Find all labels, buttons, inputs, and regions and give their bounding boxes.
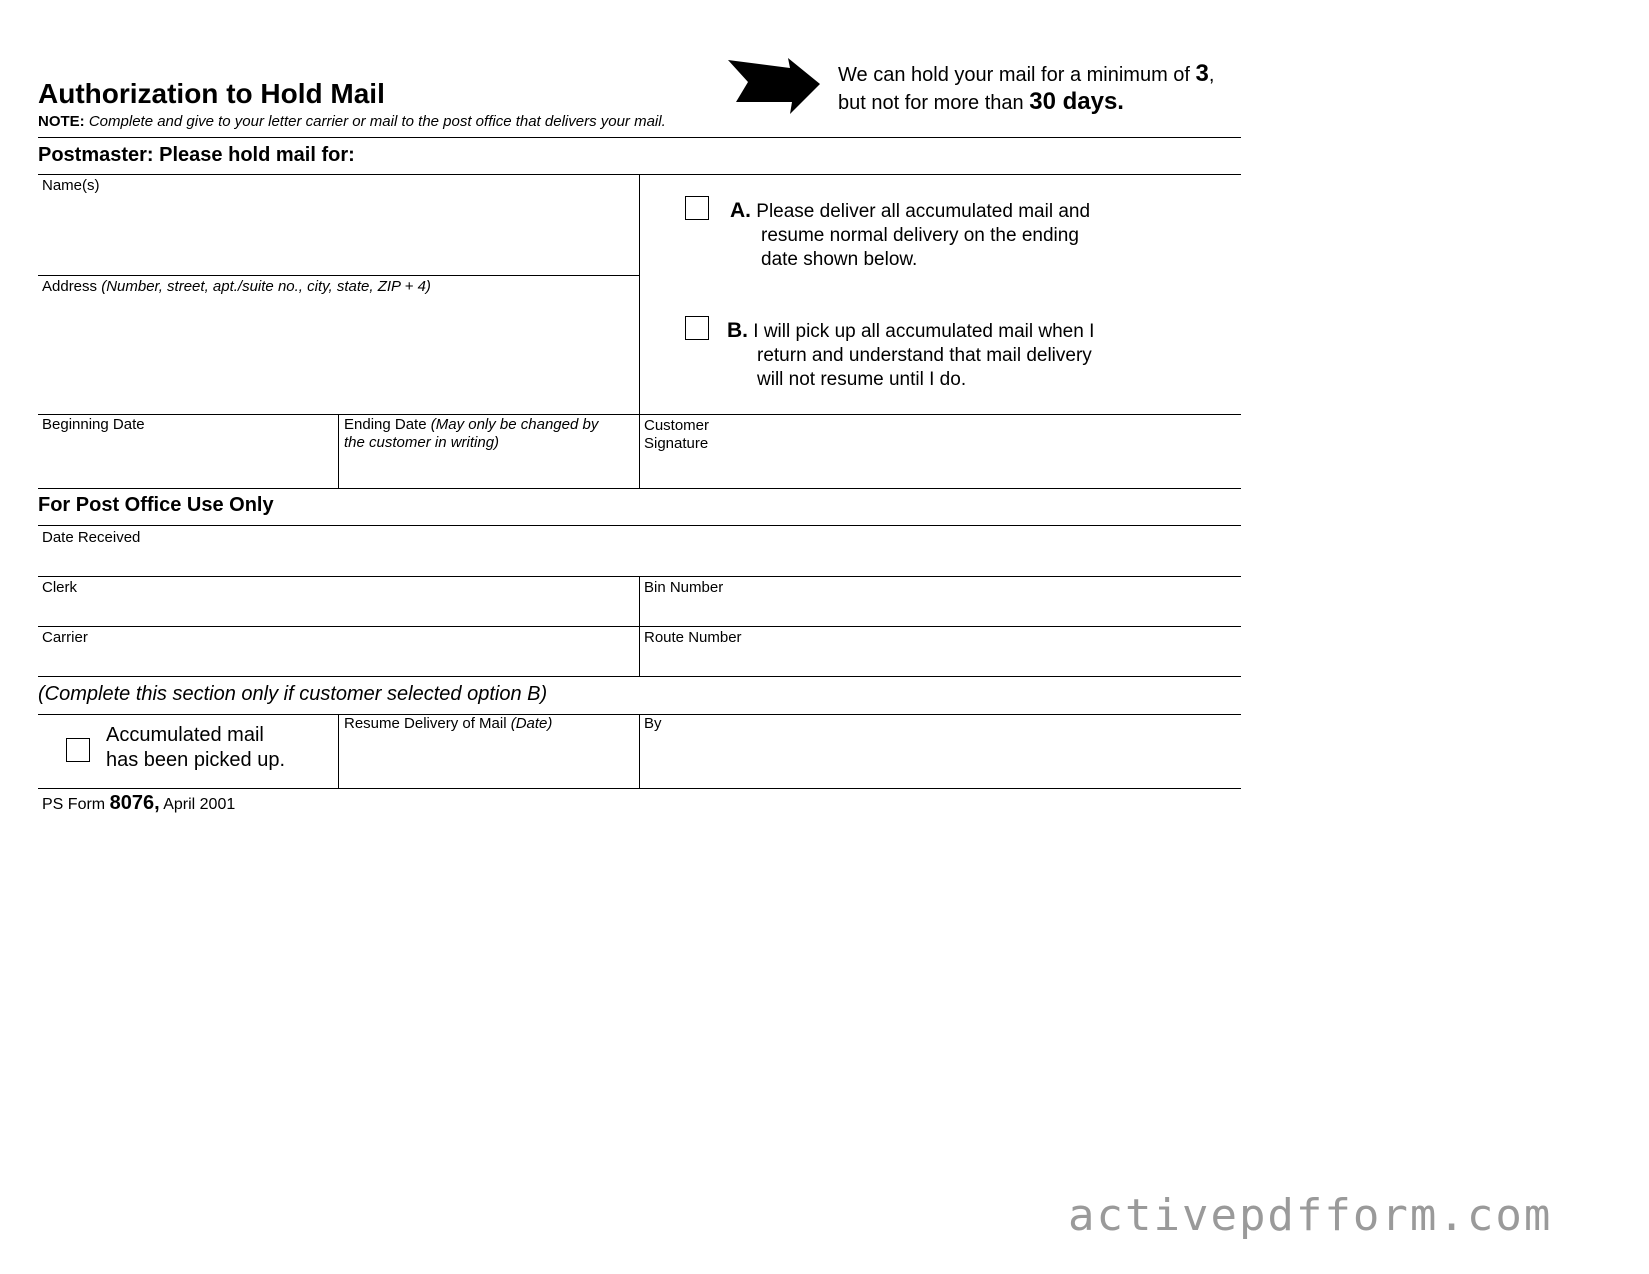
names-label: Name(s) xyxy=(42,177,100,194)
resume-delivery-field[interactable] xyxy=(340,735,637,785)
ending-date-hint: the customer in writing) xyxy=(344,434,500,451)
post-office-heading: For Post Office Use Only xyxy=(38,494,274,516)
route-number-field[interactable] xyxy=(641,648,1239,674)
clerk-rule xyxy=(38,626,1241,627)
post-office-rule xyxy=(38,525,1241,526)
address-field[interactable] xyxy=(39,298,637,411)
form-title: Authorization to Hold Mail xyxy=(38,78,385,109)
resume-delivery-label: Resume Delivery of Mail (Date) xyxy=(344,715,553,732)
picked-up-text: Accumulated mail has been picked up. xyxy=(106,724,286,771)
hold-min-days: 3 xyxy=(1195,60,1209,87)
address-hint: (Number, street, apt./suite no., city, state, ZIP + 4) xyxy=(101,278,431,295)
postmaster-heading: Postmaster: Please hold mail for: xyxy=(38,144,355,166)
form-number: 8076, xyxy=(109,792,160,814)
option-b-note: (Complete this section only if customer selected option B) xyxy=(38,683,548,705)
hold-max-days: 30 days. xyxy=(1029,88,1124,115)
resume-delivery-hint: (Date) xyxy=(510,715,553,732)
date-received-field[interactable] xyxy=(39,548,1239,574)
bin-number-field[interactable] xyxy=(641,598,1239,624)
form-footer: PS Form 8076, April 2001 xyxy=(42,792,236,814)
option-a-checkbox[interactable] xyxy=(685,196,709,220)
address-label: Address (Number, street, apt./suite no., city, state, ZIP + 4) xyxy=(42,278,431,295)
option-b-checkbox[interactable] xyxy=(685,316,709,340)
bin-number-label: Bin Number xyxy=(644,579,724,596)
note-text: Complete and give to your letter carrier or mail to the post office that delivers your mail. xyxy=(88,113,666,130)
customer-divider xyxy=(639,175,640,488)
dates-rule-top xyxy=(38,414,1241,415)
ending-date-label: Ending Date (May only be changed by xyxy=(344,416,599,433)
watermark: activepdfform.com xyxy=(1068,1190,1553,1241)
arrow-right-icon xyxy=(728,58,822,116)
option-a: A. Please deliver all accumulated mail and resume normal delivery on the ending date shown below. xyxy=(730,199,1091,270)
by-field[interactable] xyxy=(641,735,1239,785)
ending-date-field[interactable] xyxy=(340,454,637,486)
names-rule xyxy=(38,275,639,276)
header-rule xyxy=(38,137,1241,138)
customer-signature-field[interactable] xyxy=(720,418,1240,486)
carrier-field[interactable] xyxy=(39,648,637,674)
date-received-label: Date Received xyxy=(42,529,141,546)
beginning-date-field[interactable] xyxy=(39,436,336,486)
note-label: NOTE: xyxy=(38,113,85,130)
by-label: By xyxy=(644,715,662,732)
route-number-label: Route Number xyxy=(644,629,742,646)
option-b-letter: B. xyxy=(727,319,748,342)
option-b: B. I will pick up all accumulated mail when I return and understand that mail delivery will not resume until I do. xyxy=(727,319,1095,390)
dates-rule-bottom xyxy=(38,488,1241,489)
pickup-divider-2 xyxy=(639,714,640,788)
hold-duration-line-1: We can hold your mail for a minimum of 3, xyxy=(838,60,1215,87)
dates-divider xyxy=(338,414,339,488)
beginning-date-label: Beginning Date xyxy=(42,416,145,433)
clerk-field[interactable] xyxy=(39,598,637,624)
hold-duration-line-2: but not for more than 30 days. xyxy=(838,88,1124,115)
form-note xyxy=(38,113,666,130)
form-bottom-rule xyxy=(38,788,1241,789)
carrier-rule xyxy=(38,676,1241,677)
carrier-label: Carrier xyxy=(42,629,88,646)
clerk-label: Clerk xyxy=(42,579,78,596)
pickup-divider-1 xyxy=(338,714,339,788)
customer-signature-label: Customer Signature xyxy=(644,417,710,452)
names-field[interactable] xyxy=(39,196,637,274)
picked-up-checkbox[interactable] xyxy=(66,738,90,762)
option-a-letter: A. xyxy=(730,199,751,222)
